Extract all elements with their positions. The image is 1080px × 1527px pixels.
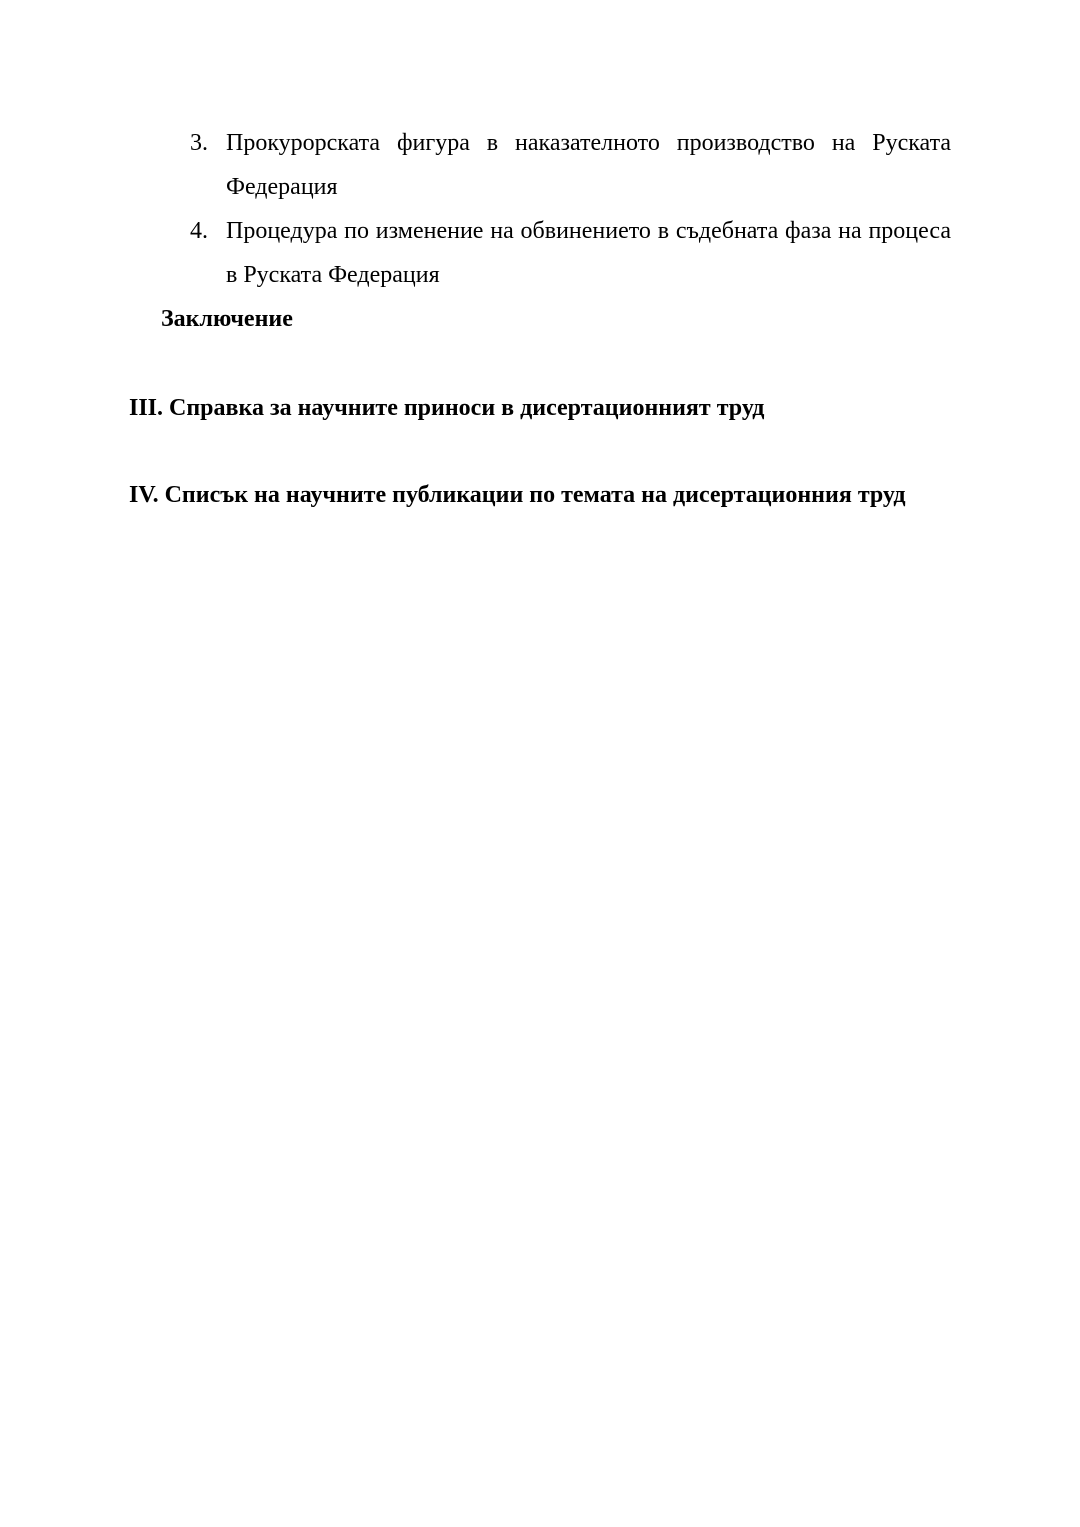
list-item-text: Прокурорската фигура в наказателното производство на Руската Федерация (226, 130, 951, 200)
list-item-number: 4. (190, 218, 208, 244)
list-item (190, 209, 951, 297)
conclusion-heading: Заключение (161, 306, 293, 332)
list-item (190, 121, 951, 209)
chapter-list (190, 121, 951, 297)
section-heading-iv: IV. Списък на научните публикации по темата на дисертационния труд (129, 482, 906, 508)
list-item-text: Процедура по изменение на обвинението в съдебната фаза на процеса в Руската Федерация (226, 218, 951, 288)
section-heading-iii: III. Справка за научните приноси в дисертационният труд (129, 395, 765, 421)
list-item-number: 3. (190, 130, 208, 156)
